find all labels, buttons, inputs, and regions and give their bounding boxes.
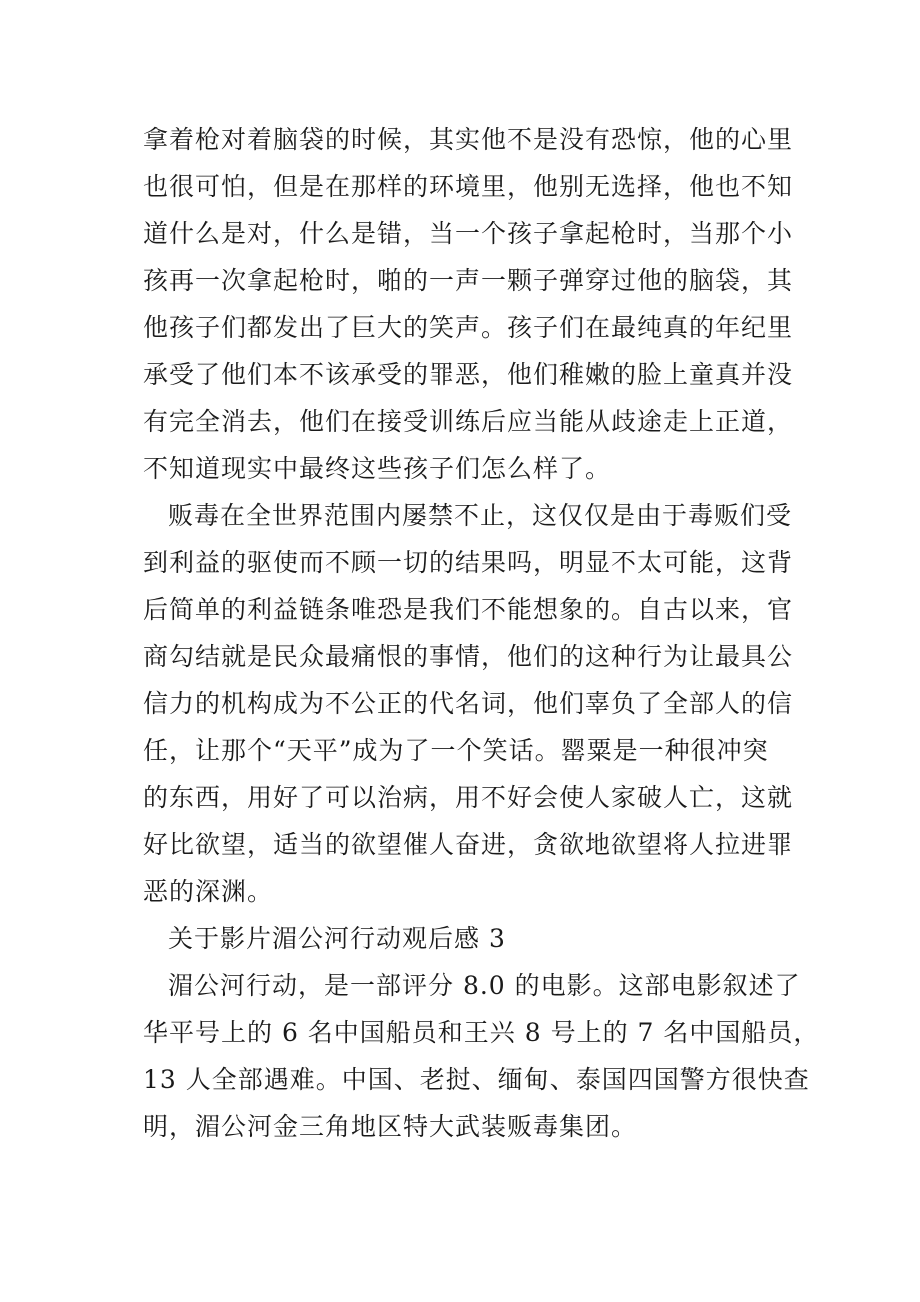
text-line: 信力的机构成为不公正的代名词，他们辜负了全部人的信 bbox=[143, 689, 794, 718]
section-heading bbox=[143, 915, 783, 962]
text-line: 后简单的利益链条唯恐是我们不能想象的。自古以来，官 bbox=[143, 595, 794, 624]
text-line: 拿着枪对着脑袋的时候，其实他不是没有恐惊，他的心里 bbox=[143, 125, 794, 154]
text-line: 13 人全部遇难。中国、老挝、缅甸、泰国四国警方很快查 bbox=[143, 1065, 810, 1094]
text-line: 好比欲望，适当的欲望催人奋进，贪欲地欲望将人拉进罪 bbox=[143, 830, 794, 859]
text-line: 恶的深渊。 bbox=[143, 877, 274, 906]
text-line: 孩再一次拿起枪时，啪的一声一颗子弹穿过他的脑袋，其 bbox=[143, 266, 794, 295]
heading-line: 关于影片湄公河行动观后感 3 bbox=[168, 924, 506, 953]
text-line: 明，湄公河金三角地区特大武装贩毒集团。 bbox=[143, 1112, 638, 1141]
text-line: 有完全消去，他们在接受训练后应当能从歧途走上正道， bbox=[143, 407, 794, 436]
text-line: 商勾结就是民众最痛恨的事情，他们的这种行为让最具公 bbox=[143, 642, 794, 671]
text-line: 道什么是对，什么是错，当一个孩子拿起枪时，当那个小 bbox=[143, 219, 794, 248]
text-line: 华平号上的 6 名中国船员和王兴 8 号上的 7 名中国船员， bbox=[143, 1018, 820, 1047]
text-line: 承受了他们本不该承受的罪恶，他们稚嫩的脸上童真并没 bbox=[143, 360, 794, 389]
document-body bbox=[143, 116, 820, 1150]
text-line: 贩毒在全世界范围内屡禁不止，这仅仅是由于毒贩们受 bbox=[168, 501, 793, 530]
paragraph-2 bbox=[143, 492, 794, 915]
text-line: 也很可怕，但是在那样的环境里，他别无选择，他也不知 bbox=[143, 172, 794, 201]
paragraph-3 bbox=[143, 962, 820, 1150]
text-line: 到利益的驱使而不顾一切的结果吗，明显不太可能，这背 bbox=[143, 548, 794, 577]
text-line: 的东西，用好了可以治病，用不好会使人家破人亡，这就 bbox=[143, 783, 794, 812]
paragraph-1 bbox=[143, 116, 794, 492]
text-line: 不知道现实中最终这些孩子们怎么样了。 bbox=[143, 454, 612, 483]
text-line: 他孩子们都发出了巨大的笑声。孩子们在最纯真的年纪里 bbox=[143, 313, 794, 342]
text-line: 湄公河行动，是一部评分 8.0 的电影。这部电影叙述了 bbox=[168, 971, 801, 1000]
text-line: 任，让那个“天平”成为了一个笑话。罂粟是一种很冲突 bbox=[143, 736, 769, 765]
